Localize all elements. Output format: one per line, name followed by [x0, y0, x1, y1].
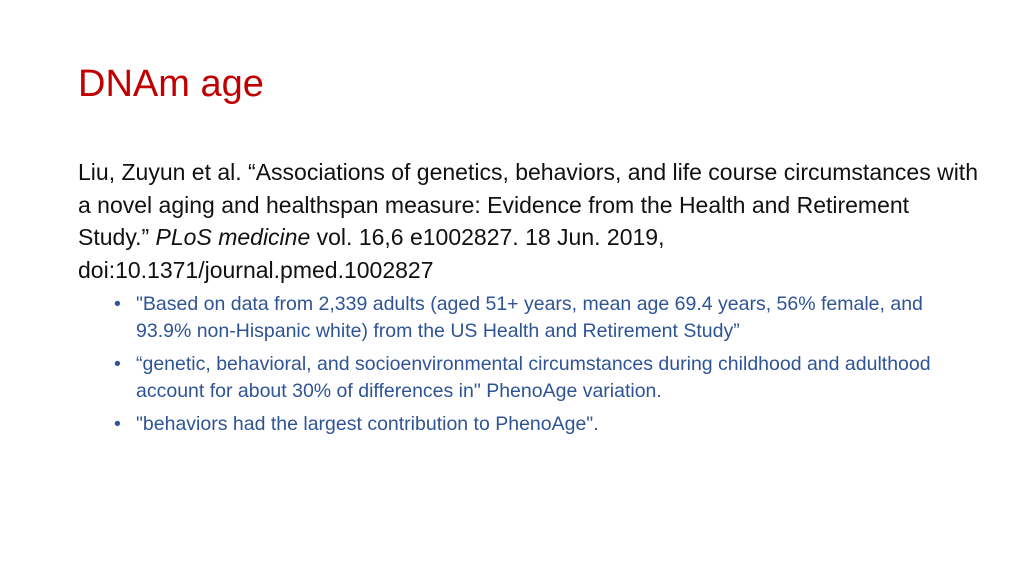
- bullet-text: “genetic, behavioral, and socioenvironmental circumstances during childhood and adulthood account for about 30% of differences in" PhenoAge variation.: [136, 353, 931, 402]
- bullet-item: [114, 411, 978, 438]
- slide-body: [78, 156, 978, 444]
- bullet-item: [114, 351, 978, 405]
- bullet-dot-icon: •: [114, 293, 121, 315]
- citation-paragraph: [78, 156, 978, 286]
- bullet-list: [78, 291, 978, 438]
- citation-details: vol. 16,6 e1002827. 18 Jun. 2019, doi:10.1371/journal.pmed.1002827: [78, 224, 665, 283]
- bullet-text: "Based on data from 2,339 adults (aged 51+ years, mean age 69.4 years, 56% female, and 93.9% non-Hispanic white) from the US Health and Retirement Study”: [136, 293, 923, 342]
- bullet-text: "behaviors had the largest contribution to PhenoAge".: [136, 413, 599, 435]
- bullet-item: [114, 291, 978, 345]
- bullet-dot-icon: •: [114, 413, 121, 435]
- citation-authors-title: Liu, Zuyun et al. “Associations of genetics, behaviors, and life course circumstances with a novel aging and healthspan measure: Evidence from the Health and Retirement Study.”: [78, 159, 978, 250]
- bullet-dot-icon: •: [114, 353, 121, 375]
- citation-journal: PLoS medicine: [155, 224, 311, 250]
- slide-title: DNAm age: [78, 63, 264, 105]
